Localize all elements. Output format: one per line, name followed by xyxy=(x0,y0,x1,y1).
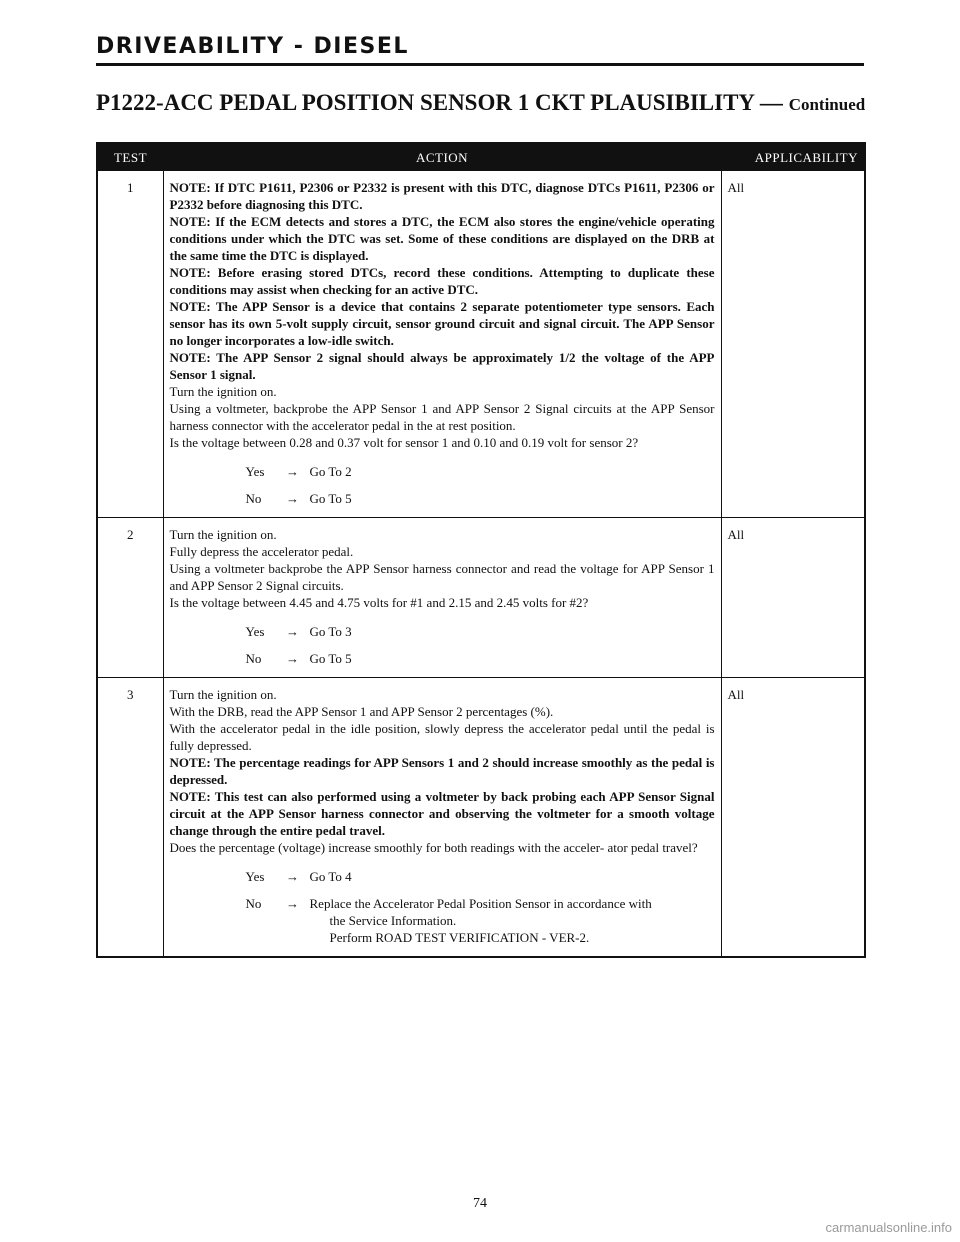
note-text: NOTE: The percentage readings for APP Sensors 1 and 2 should increase smoothly as the pedal is depressed. xyxy=(169,755,715,787)
instruction-text: Using a voltmeter backprobe the APP Sensor harness connector and read the voltage for APP Sensor 1 and APP Sensor 2 Signal circuits. xyxy=(169,561,715,593)
branch-answer: No xyxy=(245,651,262,666)
instruction-text: Turn the ignition on. xyxy=(169,687,277,702)
instruction-text: Does the percentage (voltage) increase smoothly for both readings with the acceler- ator pedal travel? xyxy=(169,840,698,855)
table-row xyxy=(97,518,865,678)
instruction-text: Fully depress the accelerator pedal. xyxy=(169,544,354,559)
branch-no xyxy=(246,895,715,946)
branch-answer: Yes xyxy=(245,624,265,639)
test-number: 1 xyxy=(97,171,163,518)
arrow-right-icon: → xyxy=(286,491,299,506)
instruction-text: Turn the ignition on. xyxy=(169,384,277,399)
branch-list xyxy=(170,623,715,667)
instruction-text: With the DRB, read the APP Sensor 1 and APP Sensor 2 percentages (%). xyxy=(169,704,554,719)
note-text: NOTE: If the ECM detects and stores a DTC, the ECM also stores the engine/vehicle operating conditions under which the DTC was set. Some of these conditions are displayed on the DRB at the same time the DTC is displayed. xyxy=(169,214,715,263)
action-cell xyxy=(163,518,721,678)
branch-yes xyxy=(246,868,715,885)
column-header-test: TEST xyxy=(97,143,163,171)
note-text: NOTE: Before erasing stored DTCs, record these conditions. Attempting to duplicate these conditions may assist when checking for an active DTC. xyxy=(169,265,715,297)
branch-yes xyxy=(246,623,715,640)
note-text: NOTE: If DTC P1611, P2306 or P2332 is present with this DTC, diagnose DTCs P1611, P2306 or P2332 before diagnosing this DTC. xyxy=(169,180,715,212)
table-header-row xyxy=(97,143,865,171)
column-header-applicability: APPLICABILITY xyxy=(721,143,865,171)
branch-result-line: the Service Information. xyxy=(329,913,457,928)
instruction-text: Turn the ignition on. xyxy=(169,527,277,542)
continued-label: Continued xyxy=(788,95,866,114)
branch-list xyxy=(170,868,715,946)
branch-list xyxy=(170,463,715,507)
branch-answer: Yes xyxy=(245,464,265,479)
branch-result-line: Go To 2 xyxy=(309,464,352,479)
branch-result xyxy=(310,895,715,946)
header-rule xyxy=(96,63,864,66)
test-number: 3 xyxy=(97,678,163,958)
branch-result-line: Go To 5 xyxy=(309,651,352,666)
branch-result xyxy=(310,490,715,507)
branch-result xyxy=(310,463,715,480)
note-text: NOTE: This test can also performed using a voltmeter by back probing each APP Sensor Signal circuit at the APP Sensor harness connector and observing the voltmeter for a smooth voltage change through the entire pedal travel. xyxy=(169,789,715,838)
note-text: NOTE: The APP Sensor is a device that contains 2 separate potentiometer type sensors. Each sensor has its own 5-volt supply circuit, sensor ground circuit and signal circuit. The APP Sensor no longer incorporates a low-idle switch. xyxy=(169,299,715,348)
arrow-right-icon: → xyxy=(286,624,299,639)
branch-answer: No xyxy=(245,491,262,506)
action-cell xyxy=(163,678,721,958)
applicability-cell: All xyxy=(721,171,865,518)
branch-result-line: Go To 3 xyxy=(309,624,352,639)
branch-no xyxy=(246,650,715,667)
table-body xyxy=(97,171,865,958)
test-number: 2 xyxy=(97,518,163,678)
arrow-right-icon: → xyxy=(286,869,299,884)
branch-result xyxy=(310,623,715,640)
branch-result xyxy=(310,868,715,885)
table-row xyxy=(97,678,865,958)
branch-result xyxy=(310,650,715,667)
branch-result-line: Perform ROAD TEST VERIFICATION - VER-2. xyxy=(329,930,590,945)
branch-result-line: Replace the Accelerator Pedal Position Sensor in accordance with xyxy=(309,896,652,911)
instruction-text: With the accelerator pedal in the idle position, slowly depress the accelerator pedal until the pedal is fully depressed. xyxy=(169,721,715,753)
branch-answer: No xyxy=(245,896,262,911)
section-header: DRIVEABILITY - DIESEL xyxy=(96,34,409,59)
branch-result-line: Go To 5 xyxy=(309,491,352,506)
arrow-right-icon: → xyxy=(286,651,299,666)
branch-answer: Yes xyxy=(245,869,265,884)
page-title xyxy=(96,90,864,116)
action-cell xyxy=(163,171,721,518)
branch-no xyxy=(246,490,715,507)
instruction-text: Is the voltage between 4.45 and 4.75 volts for #1 and 2.15 and 2.45 volts for #2? xyxy=(169,595,589,610)
table-row xyxy=(97,171,865,518)
arrow-right-icon: → xyxy=(286,896,299,911)
branch-result-line: Go To 4 xyxy=(309,869,352,884)
watermark: carmanualsonline.info xyxy=(825,1220,952,1235)
diagnostic-table xyxy=(96,142,866,958)
branch-yes xyxy=(246,463,715,480)
applicability-cell: All xyxy=(721,678,865,958)
page-number: 74 xyxy=(473,1196,487,1211)
applicability-cell: All xyxy=(721,518,865,678)
instruction-text: Is the voltage between 0.28 and 0.37 volt for sensor 1 and 0.10 and 0.19 volt for sensor 2? xyxy=(169,435,639,450)
note-text: NOTE: The APP Sensor 2 signal should always be approximately 1/2 the voltage of the APP Sensor 1 signal. xyxy=(169,350,715,382)
instruction-text: Using a voltmeter, backprobe the APP Sensor 1 and APP Sensor 2 Signal circuits at the APP Sensor harness connector with the accelerator pedal in the at rest position. xyxy=(169,401,715,433)
arrow-right-icon: → xyxy=(286,464,299,479)
page-title-text: P1222-ACC PEDAL POSITION SENSOR 1 CKT PLAUSIBILITY — xyxy=(96,90,783,115)
column-header-action: ACTION xyxy=(163,143,721,171)
